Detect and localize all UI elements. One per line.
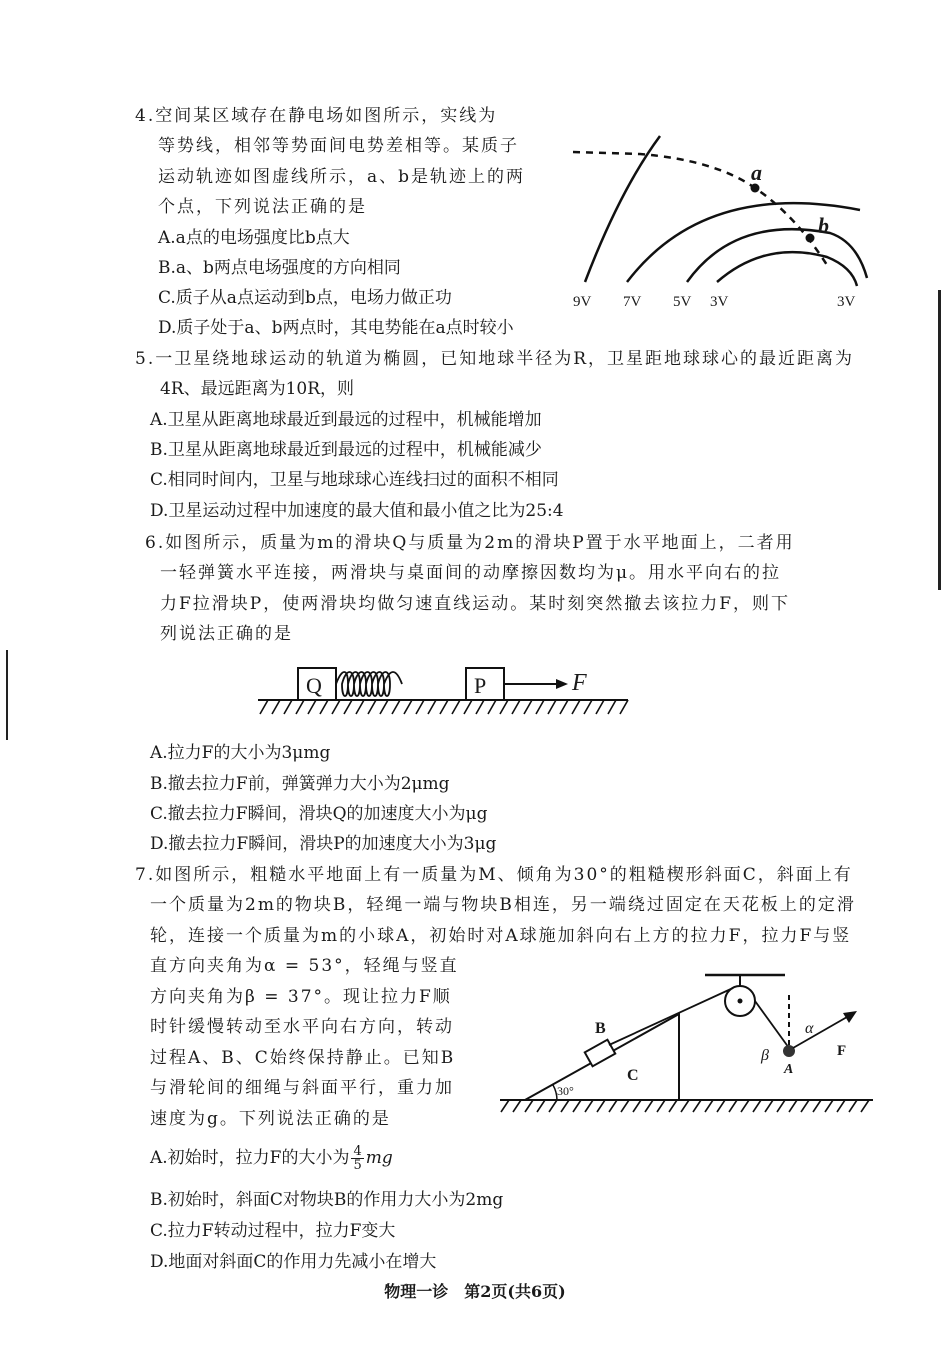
block-b-label: B bbox=[595, 1020, 606, 1037]
q6-option-c: C.撤去拉力F瞬间，滑块Q的加速度大小为μg bbox=[150, 804, 488, 824]
q7-option-c: C.拉力F转动过程中，拉力F变大 bbox=[150, 1221, 396, 1241]
q4-stem-line: 个点，下列说法正确的是 bbox=[158, 197, 367, 217]
q7-option-a-text: A.初始时，拉力F的大小为 bbox=[150, 1148, 350, 1168]
q4-option-c: C.质子从a点运动到b点，电场力做正功 bbox=[158, 288, 452, 308]
q4-equipotential-figure bbox=[565, 130, 875, 310]
spring-coil bbox=[336, 672, 402, 696]
equipotential-3v-line bbox=[717, 252, 857, 286]
scan-edge-left bbox=[6, 650, 8, 740]
q5-option-d: D.卫星运动过程中加速度的最大值和最小值之比为25:4 bbox=[150, 501, 564, 521]
label-3v-right: 3V bbox=[837, 294, 856, 310]
q7-stem-line: 直方向夹角为α = 53°，轻绳与竖直 bbox=[150, 956, 459, 976]
label-7v: 7V bbox=[623, 294, 642, 310]
q4-option-b: B.a、b两点电场强度的方向相同 bbox=[158, 258, 401, 278]
ball-a-label: A bbox=[784, 1062, 794, 1077]
q7-stem-line: 过程A、B、C始终保持静止。已知B bbox=[150, 1048, 456, 1068]
force-f-label: F bbox=[837, 1043, 847, 1059]
q7-stem-line: 方向夹角为β = 37°。现让拉力F顺 bbox=[150, 987, 452, 1007]
rope-to-ball bbox=[755, 1001, 789, 1048]
q7-stem-line: 与滑轮间的细绳与斜面平行，重力加 bbox=[150, 1078, 454, 1098]
force-label: F bbox=[572, 670, 587, 696]
fraction-numerator: 4 bbox=[353, 1144, 362, 1159]
wedge-c-label: C bbox=[627, 1067, 639, 1084]
q6-stem-line: 力F拉滑块P，使两滑块均做匀速直线运动。某时刻突然撤去该拉力F，则下 bbox=[160, 594, 791, 614]
q7-stem-line: 速度为g。下列说法正确的是 bbox=[150, 1109, 391, 1129]
q7-stem-line: 时针缓慢转动至水平向右方向，转动 bbox=[150, 1017, 454, 1037]
q4-stem-line: 运动轨迹如图虚线所示，a、b是轨迹上的两 bbox=[158, 167, 526, 187]
force-f-arrowhead bbox=[843, 1011, 857, 1023]
q4-stem-line: 4.空间某区域存在静电场如图所示，实线为 bbox=[135, 106, 498, 126]
point-a-label: a bbox=[751, 160, 762, 185]
label-5v: 5V bbox=[673, 294, 692, 310]
equipotential-9v-line bbox=[585, 136, 660, 282]
force-arrow-head bbox=[556, 679, 568, 689]
q7-stem-line: 7.如图所示，粗糙水平地面上有一质量为M、倾角为30°的粗糙楔形斜面C，斜面上有 bbox=[135, 865, 853, 885]
q7-option-b: B.初始时，斜面C对物块B的作用力大小为2mg bbox=[150, 1190, 504, 1210]
q5-option-b: B.卫星从距离地球最近到最远的过程中，机械能减少 bbox=[150, 440, 542, 460]
q6-stem-line: 列说法正确的是 bbox=[160, 624, 293, 644]
fraction-denominator: 5 bbox=[353, 1158, 362, 1173]
q7-incline-pulley-figure bbox=[495, 965, 885, 1115]
point-b-label: b bbox=[818, 213, 829, 238]
q5-option-c: C.相同时间内，卫星与地球球心连线扫过的面积不相同 bbox=[150, 470, 559, 490]
q6-stem-line: 一轻弹簧水平连接，两滑块与桌面间的动摩擦因数均为μ。用水平向右的拉 bbox=[160, 563, 782, 583]
q7-option-a-unit: mg bbox=[365, 1148, 393, 1168]
block-q-label: Q bbox=[306, 673, 322, 698]
q6-option-a: A.拉力F的大小为3μmg bbox=[150, 743, 331, 763]
q5-stem-line: 4R、最远距离为10R，则 bbox=[160, 379, 355, 399]
q4-option-a: A.a点的电场强度比b点大 bbox=[158, 228, 350, 248]
ground-hatch bbox=[501, 1100, 869, 1112]
q7-option-a bbox=[150, 1143, 393, 1173]
alpha-label: α bbox=[805, 1020, 814, 1037]
q7-stem-line: 一个质量为2m的物块B，轻绳一端与物块B相连，另一端绕过固定在天花板上的定滑 bbox=[150, 895, 856, 915]
fraction bbox=[351, 1145, 363, 1172]
q5-option-a: A.卫星从距离地球最近到最远的过程中，机械能增加 bbox=[150, 410, 542, 430]
point-b-dot bbox=[806, 234, 815, 243]
q7-option-d: D.地面对斜面C的作用力先减小在增大 bbox=[150, 1252, 437, 1272]
q4-option-d: D.质子处于a、b两点时，其电势能在a点时较小 bbox=[158, 318, 514, 338]
pulley-axle bbox=[738, 999, 743, 1004]
q6-spring-blocks-figure bbox=[250, 660, 640, 720]
ground-hatch bbox=[260, 700, 628, 714]
q6-stem-line: 6.如图所示，质量为m的滑块Q与质量为2m的滑块P置于水平地面上，二者用 bbox=[145, 533, 795, 553]
wedge-angle-label: 30° bbox=[557, 1084, 574, 1098]
q6-option-d: D.撤去拉力F瞬间，滑块P的加速度大小为3μg bbox=[150, 834, 497, 854]
block-p-label: P bbox=[474, 673, 487, 698]
q6-option-b: B.撤去拉力F前，弹簧弹力大小为2μmg bbox=[150, 774, 450, 794]
q7-stem-line: 轮，连接一个质量为m的小球A，初始时对A球施加斜向右上方的拉力F，拉力F与竖 bbox=[150, 926, 852, 946]
q4-stem-line: 等势线，相邻等势面间电势差相等。某质子 bbox=[158, 136, 519, 156]
beta-label: β bbox=[761, 1047, 769, 1064]
q5-stem-line: 5.一卫星绕地球运动的轨道为椭圆，已知地球半径为R，卫星距地球球心的最近距离为 bbox=[135, 349, 855, 369]
equipotential-5v-line bbox=[687, 229, 867, 282]
scan-edge-right bbox=[938, 290, 941, 590]
trajectory-dashed-line bbox=[573, 152, 827, 265]
label-3v-left: 3V bbox=[710, 294, 729, 310]
ball-a bbox=[783, 1045, 795, 1057]
label-9v: 9V bbox=[573, 294, 592, 310]
page-footer: 物理一诊 第2页(共6页) bbox=[384, 1282, 566, 1301]
